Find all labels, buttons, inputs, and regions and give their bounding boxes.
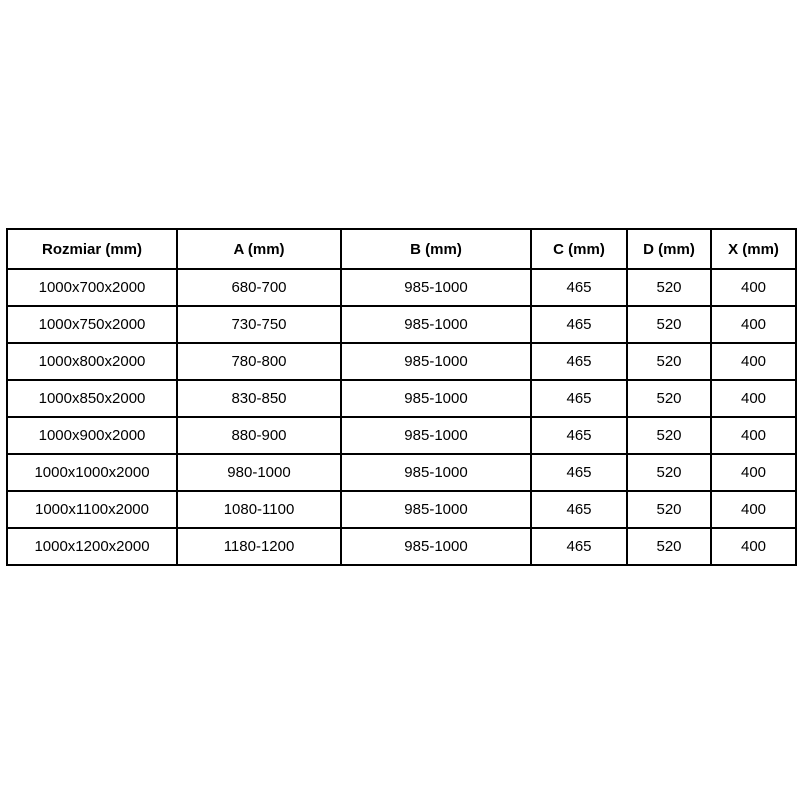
cell-b: 985-1000 <box>341 528 531 565</box>
cell-d: 520 <box>627 528 711 565</box>
cell-b: 985-1000 <box>341 417 531 454</box>
cell-b: 985-1000 <box>341 454 531 491</box>
cell-c: 465 <box>531 417 627 454</box>
cell-c: 465 <box>531 528 627 565</box>
cell-c: 465 <box>531 343 627 380</box>
cell-rozmiar: 1000x1100x2000 <box>7 491 177 528</box>
cell-x: 400 <box>711 417 796 454</box>
cell-a: 1080-1100 <box>177 491 341 528</box>
cell-x: 400 <box>711 306 796 343</box>
size-spec-table <box>6 228 797 566</box>
cell-x: 400 <box>711 454 796 491</box>
cell-b: 985-1000 <box>341 269 531 306</box>
cell-rozmiar: 1000x700x2000 <box>7 269 177 306</box>
cell-x: 400 <box>711 343 796 380</box>
cell-rozmiar: 1000x900x2000 <box>7 417 177 454</box>
cell-x: 400 <box>711 491 796 528</box>
cell-a: 780-800 <box>177 343 341 380</box>
cell-b: 985-1000 <box>341 306 531 343</box>
table-row <box>7 491 796 528</box>
cell-x: 400 <box>711 528 796 565</box>
table-header-row <box>7 229 796 269</box>
column-header-b: B (mm) <box>341 229 531 269</box>
cell-rozmiar: 1000x750x2000 <box>7 306 177 343</box>
cell-b: 985-1000 <box>341 380 531 417</box>
column-header-x: X (mm) <box>711 229 796 269</box>
cell-rozmiar: 1000x1000x2000 <box>7 454 177 491</box>
cell-x: 400 <box>711 380 796 417</box>
cell-d: 520 <box>627 491 711 528</box>
cell-d: 520 <box>627 269 711 306</box>
cell-c: 465 <box>531 306 627 343</box>
cell-d: 520 <box>627 454 711 491</box>
cell-a: 730-750 <box>177 306 341 343</box>
cell-d: 520 <box>627 306 711 343</box>
cell-c: 465 <box>531 380 627 417</box>
cell-d: 520 <box>627 343 711 380</box>
table-row <box>7 306 796 343</box>
cell-c: 465 <box>531 491 627 528</box>
cell-d: 520 <box>627 417 711 454</box>
cell-a: 830-850 <box>177 380 341 417</box>
table-row <box>7 454 796 491</box>
table-row <box>7 380 796 417</box>
table-row <box>7 417 796 454</box>
cell-c: 465 <box>531 269 627 306</box>
cell-rozmiar: 1000x850x2000 <box>7 380 177 417</box>
table-body <box>7 269 796 565</box>
cell-a: 880-900 <box>177 417 341 454</box>
size-spec-table-container <box>6 228 795 566</box>
cell-d: 520 <box>627 380 711 417</box>
table-row <box>7 269 796 306</box>
cell-a: 980-1000 <box>177 454 341 491</box>
column-header-a: A (mm) <box>177 229 341 269</box>
column-header-rozmiar: Rozmiar (mm) <box>7 229 177 269</box>
cell-c: 465 <box>531 454 627 491</box>
cell-a: 1180-1200 <box>177 528 341 565</box>
column-header-c: C (mm) <box>531 229 627 269</box>
cell-rozmiar: 1000x800x2000 <box>7 343 177 380</box>
cell-b: 985-1000 <box>341 491 531 528</box>
cell-rozmiar: 1000x1200x2000 <box>7 528 177 565</box>
table-row <box>7 343 796 380</box>
table-row <box>7 528 796 565</box>
column-header-d: D (mm) <box>627 229 711 269</box>
cell-b: 985-1000 <box>341 343 531 380</box>
cell-x: 400 <box>711 269 796 306</box>
cell-a: 680-700 <box>177 269 341 306</box>
